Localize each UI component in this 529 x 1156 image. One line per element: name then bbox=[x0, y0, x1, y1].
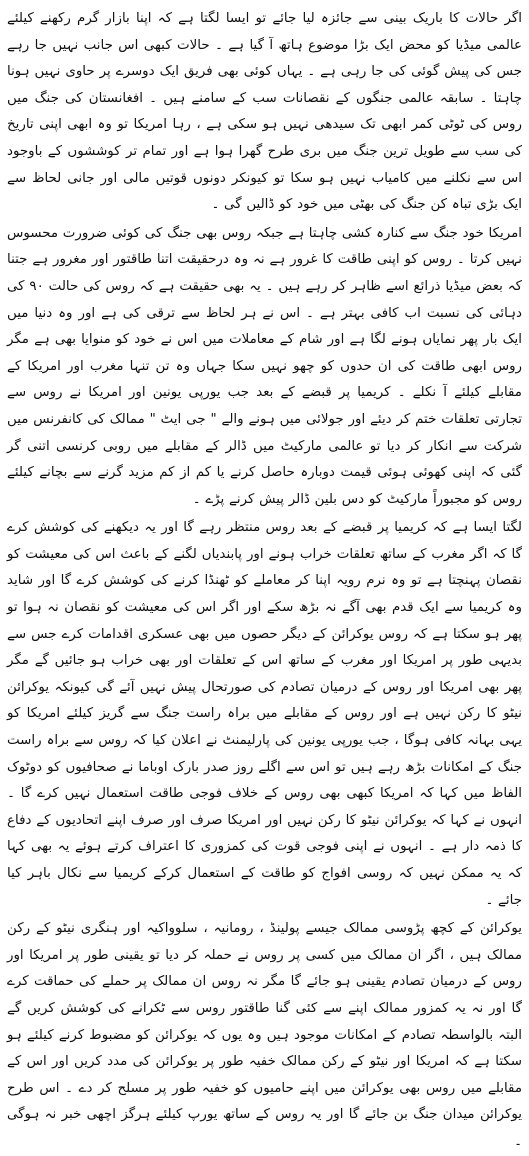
paragraph-3: لگتا ایسا ہے کہ کریمیا پر قبضے کے بعد روس منتظر رہے گا اور یہ دیکھنے کی کوشش کرے گا کہ اگر مغرب کے ساتھ تعلقات خراب ہونے اور پابندیاں لگنے کے باعث اس کی معیشت کو نقصان پہنچتا ہے تو وہ نرم رویہ اپنا کر معاملے کو ٹھنڈا کرنے کی کوشش کرے گا اور شاید وہ کریمیا سے ایک قدم بھی آگے نہ بڑھ سکے اور اگر اس کی معیشت کو نقصان نہ ہوا تو پھر ہو سکتا ہے کہ روس یوکرائن کے دیگر حصوں میں بھی عسکری اقدامات کرے جس سے بدیہی طور پر امریکا اور مغرب کے ساتھ اس کے تعلقات اور بھی خراب ہو جائیں گے مگر پھر بھی امریکا اور روس کے درمیان تصادم کی صورتحال پیش نہیں آئے گی کیونکہ یوکرائن نیٹو کا رکن نہیں ہے اور روس کے مقابلے میں براہ راست جنگ سے گریز کیلئے امریکا کو یہی بہانہ کافی ہوگا ، جب یورپی یونین کی پارلیمنٹ نے اعلان کیا کہ روس سے براہ راست جنگ کے امکانات بڑھ رہے ہیں تو اس سے اگلے روز صدر بارک اوباما نے صحافیوں کو دوٹوک الفاظ میں کہا کہ امریکا کبھی بھی روس کے خلاف فوجی طاقت استعمال نہیں کرے گا ۔ انہوں نے کہا کہ یوکرائن نیٹو کا رکن نہیں اور امریکا صرف اور صرف اپنے اتحادیوں کے دفاع کا ذمہ دار ہے ۔ انہوں نے اپنی فوجی قوت کی کمزوری کا اعتراف کرتے ہوئے یہ بھی کہا کہ یہ ممکن نہیں کہ روسی افواج کو طاقت کے استعمال کرکے کریمیا سے نکال باہر کیا جائے ۔ bbox=[7, 520, 522, 908]
paragraph-4: یوکرائن کے کچھ پڑوسی ممالک جیسے پولینڈ ، رومانیہ ، سلوواکیہ اور ہنگری نیٹو کے رکن ممالک ہیں ، اگر ان ممالک میں کسی پر روس نے حملہ کر دیا تو یقینی طور پر امریکا اور روس کے درمیان تصادم یقینی ہو جائے گا مگر نہ روس ان ممالک پر حملے کی حماقت کرے گا اور نہ یہ کمزور ممالک اپنے سے کئی گنا طاقتور روس سے ٹکرانے کی کوشش کریں گے البتہ بالواسطہ تصادم کے امکانات موجود ہیں وہ یوں کہ یوکرائن کو مضبوط کرنے کیلئے ہو سکتا ہے کہ امریکا اور نیٹو کے رکن ممالک خفیہ طور پر یوکرائن کی مدد کریں اور اس کے مقابلے میں روس بھی یوکرائن میں اپنے حامیوں کو خفیہ طور پر مسلح کر دے ۔ اس طرح یوکرائن میدان جنگ بن جائے گا اور یہ روس کے ساتھ یورپ کیلئے ہرگز اچھی خبر نہ ہوگی ۔ bbox=[7, 921, 522, 1149]
paragraph-1: اگر حالات کا باریک بینی سے جائزہ لیا جائے تو ایسا لگتا ہے کہ اپنا بازار گرم رکھنے کیلئے عالمی میڈیا کو محض ایک بڑا موضوع ہاتھ آ گیا ہے ۔ حالات کبھی اس جانب نہیں جا رہے جس کی پیش گوئی کی جا رہی ہے ۔ یہاں کوئی بھی فریق ایک دوسرے پر حاوی نہیں ہونا چاہتا ۔ سابقہ عالمی جنگوں کے نقصانات سب کے سامنے ہیں ۔ افغانستان کی جنگ میں روس کی ٹوٹی کمر ابھی تک سیدھی نہیں ہو سکی ہے ، رہا امریکا تو وہ ابھی اپنی تاریخ کی سب سے طویل ترین جنگ میں بری طرح گھرا ہوا ہے اور تمام تر کوششوں کے باوجود اس سے نکلنے میں کامیاب نہیں ہو سکا تو کیونکر دونوں قوتیں مالی اور جانی لحاظ سے ایک بڑی تباہ کن جنگ کی بھٹی میں خود کو ڈالیں گی ۔ bbox=[7, 11, 522, 213]
paragraph-2: امریکا خود جنگ سے کنارہ کشی چاہتا ہے جبکہ روس بھی جنگ کی کوئی ضرورت محسوس نہیں کرتا ۔ روس کو اپنی طاقت کا غرور ہے نہ وہ درحقیقت اتنا طاقتور اور مغرور ہے جتنا کہ بعض میڈیا ذرائع اسے ظاہر کر رہے ہیں ۔ یہ بھی حقیقت ہے کہ روس کی حالت ۹۰ کی دہائی کی نسبت اب کافی بہتر ہے ۔ اس نے ہر لحاظ سے ترقی کی ہے اور وہ دنیا میں ایک بار پھر نمایاں ہونے لگا ہے اور شام کے معاملات میں اس نے خود کو منوایا بھی ہے مگر روس ابھی طاقت کی ان حدوں کو چھو نہیں سکا جہاں وہ تن تنہا مغرب اور امریکا کے مقابلے کیلئے آ نکلے ۔ کریمیا پر قبضے کے بعد جب یورپی یونین اور امریکا نے روس سے تجارتی تعلقات ختم کر دیئے اور جولائی میں ہونے والے " جی ایٹ " ممالک کی کانفرنس میں شرکت سے انکار کر دیا تو عالمی مارکیٹ میں ڈالر کے مقابلے میں روبی کرنسی اتنی گر گئی کہ اپنی کھوئی ہوئی قیمت دوبارہ حاصل کرنے یا کم از کم مزید گرنے سے بچانے کیلئے روس کو مجبوراً مارکیٹ کو دس بلین ڈالر پیش کرنے پڑے ۔ bbox=[7, 225, 522, 507]
